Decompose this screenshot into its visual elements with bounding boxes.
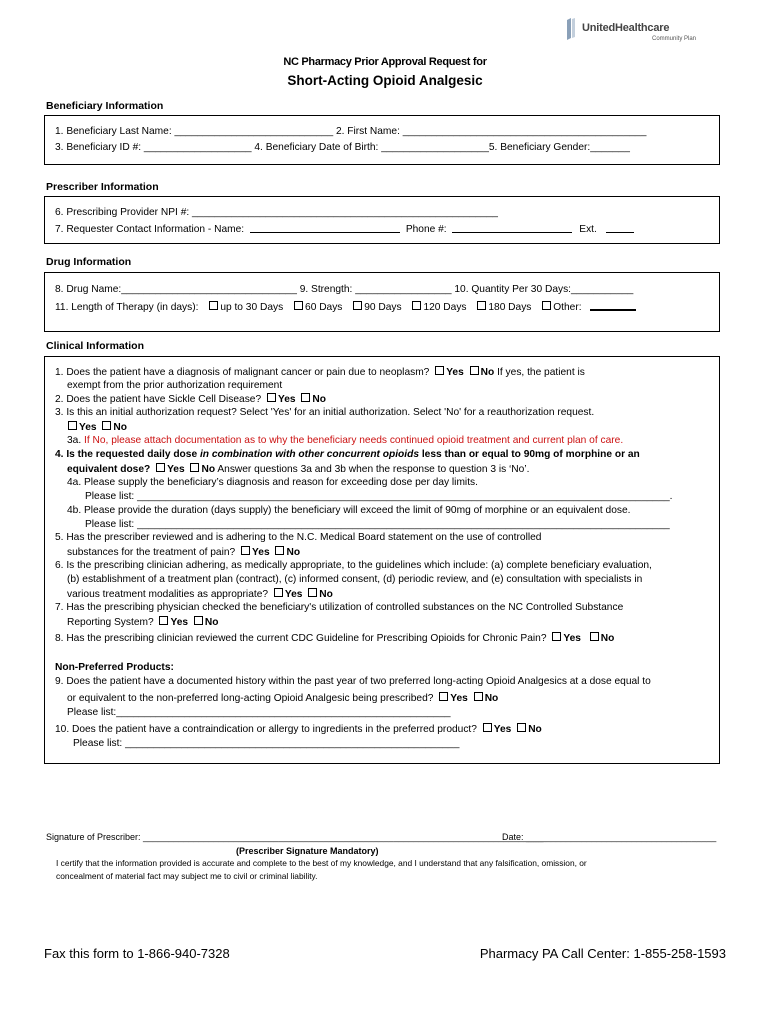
q3-yes-checkbox[interactable] [68, 421, 77, 430]
q5-cont [67, 546, 300, 558]
q9-list-field[interactable]: Please list:___________________________________________________________ [67, 707, 451, 718]
q4-no-checkbox[interactable] [190, 463, 199, 472]
q6-no-label: No [319, 589, 333, 600]
q7-no-checkbox[interactable] [194, 616, 203, 625]
question-7: 7. Has the prescribing physician checked the beneficiary's utilization of controlled substances on the NC Controlled Substance [55, 602, 624, 613]
checkbox-up-to-30[interactable] [209, 301, 218, 310]
phone-field[interactable] [452, 223, 572, 233]
option-180-days: 180 Days [488, 302, 532, 313]
q4-no-label: No [201, 464, 216, 475]
q9-no-checkbox[interactable] [474, 692, 483, 701]
q9-yes-checkbox[interactable] [439, 692, 448, 701]
q4-text-italic: in combination with other concurrent opioids [199, 449, 419, 460]
q5-no-checkbox[interactable] [275, 546, 284, 555]
q4-text-c: equivalent dose? [67, 464, 151, 475]
q7-text: Reporting System? [67, 617, 154, 628]
other-days-field[interactable] [590, 300, 636, 311]
form-title: NC Pharmacy Prior Approval Request for [283, 56, 487, 68]
q1-cont: exempt from the prior authorization requirement [67, 380, 283, 391]
pa-call-center: Pharmacy PA Call Center: 1-855-258-1593 [479, 946, 726, 961]
q6-text: various treatment modalities as appropriate? [67, 589, 269, 600]
question-6: 6. Is the prescribing clinician adhering, as medically appropriate, to the guidelines which include: (a) complete beneficiary evaluation, [55, 560, 652, 571]
logo-brand: UnitedHealthcare [582, 22, 670, 34]
q9-yes-label: Yes [450, 693, 468, 704]
q1-no-label: No [480, 367, 495, 378]
question-4a: 4a. Please supply the beneficiary’s diagnosis and reason for exceeding dose per day limits. [67, 477, 478, 488]
q2-no-checkbox[interactable] [301, 393, 310, 402]
requester-name-label: 7. Requester Contact Information - Name: [55, 224, 245, 235]
option-other: Other: [553, 302, 582, 313]
beneficiary-box [44, 115, 720, 165]
q4-cont [67, 463, 529, 475]
phone-label: Phone #: [405, 224, 447, 235]
q8-yes-checkbox[interactable] [552, 632, 561, 641]
question-10 [55, 723, 542, 735]
q10-yes-label: Yes [493, 724, 512, 735]
q2-yes-label: Yes [277, 394, 296, 405]
q4-text-a: 4. Is the requested daily dose [55, 449, 198, 460]
ext-field[interactable] [606, 223, 634, 233]
q1-no-checkbox[interactable] [470, 366, 479, 375]
prescriber-box [44, 196, 720, 244]
q3-options [65, 421, 127, 433]
signature-field[interactable]: Signature of Prescriber: ________________________________________________________________________________ [46, 832, 544, 842]
question-4b: 4b. Please provide the duration (days supply) the beneficiary will exceed the limit of 90mg of morphine or an equivalent dose. [67, 505, 631, 516]
q3-yes-label: Yes [79, 422, 97, 433]
unitedhealthcare-logo [566, 18, 696, 46]
q3a-label: 3a. [67, 435, 82, 446]
q4-yes-checkbox[interactable] [156, 463, 165, 472]
q7-yes-label: Yes [170, 617, 189, 628]
q6-cont-2 [67, 588, 333, 600]
q7-yes-checkbox[interactable] [159, 616, 168, 625]
signature-mandatory-note: (Prescriber Signature Mandatory) [236, 846, 379, 856]
q10-yes-checkbox[interactable] [483, 723, 492, 732]
q2-text: 2. Does the patient have Sickle Cell Disease? [55, 394, 262, 405]
question-9: 9. Does the patient have a documented history within the past year of two preferred long-acting Opioid Analgesics at a dose equal to [55, 676, 651, 687]
date-field[interactable]: Date: ______________________________________ [502, 832, 717, 842]
npi-field[interactable]: 6. Prescribing Provider NPI #: ______________________________________________________ [55, 207, 498, 218]
drug-box [44, 272, 720, 332]
q3-no-label: No [113, 422, 128, 433]
q10-no-checkbox[interactable] [517, 723, 526, 732]
q10-list-field[interactable]: Please list: ___________________________________________________________ [73, 738, 460, 749]
q7-cont [67, 616, 219, 628]
beneficiary-heading: Beneficiary Information [46, 100, 164, 112]
logo-subtitle: Community Plan [651, 36, 696, 42]
q6-cont-1: (b) establishment of a treatment plan (contract), (c) informed consent, (d) periodic review, and (e) consultation with specialists in [67, 574, 643, 585]
q9-no-label: No [484, 693, 499, 704]
requester-name-field[interactable] [250, 223, 400, 233]
certification-line-1: I certify that the information provided is accurate and complete to the best of my knowledge, and I understand that any falsification, omission, or [56, 858, 587, 868]
requester-contact-row [55, 223, 634, 235]
option-120-days: 120 Days [423, 302, 467, 313]
option-60-days: 60 Days [305, 302, 343, 313]
checkbox-other[interactable] [542, 301, 551, 310]
drug-heading: Drug Information [46, 256, 132, 268]
ext-label: Ext. [579, 224, 597, 235]
question-2 [55, 393, 326, 405]
q1-text: 1. Does the patient have a diagnosis of malignant cancer or pain due to neoplasm? [55, 367, 430, 378]
beneficiary-line-2[interactable]: 3. Beneficiary ID #: ___________________ 4. Beneficiary Date of Birth: ___________________5. Beneficiary Gender:_______ [55, 142, 630, 153]
length-of-therapy-label: 11. Length of Therapy (in days): [55, 302, 199, 313]
checkbox-120-days[interactable] [412, 301, 421, 310]
q10-no-label: No [528, 724, 542, 735]
question-8 [55, 632, 614, 644]
q4a-list-field[interactable]: Please list: ______________________________________________________________________________________________. [85, 491, 673, 502]
question-5: 5. Has the prescriber reviewed and is adhering to the N.C. Medical Board statement on the use of controlled [55, 532, 542, 543]
q3a-text: If No, please attach documentation as to why the beneficiary needs continued opioid treatment and current plan of care. [84, 435, 624, 446]
fax-number: Fax this form to 1-866-940-7328 [44, 946, 230, 961]
checkbox-60-days[interactable] [294, 301, 303, 310]
q8-no-label: No [600, 633, 615, 644]
q6-yes-checkbox[interactable] [274, 588, 283, 597]
q5-no-label: No [286, 547, 301, 558]
length-of-therapy-row [55, 300, 636, 313]
checkbox-90-days[interactable] [353, 301, 362, 310]
q4-yes-label: Yes [167, 464, 185, 475]
q4-text-b: less than or equal to 90mg of morphine or an [421, 449, 640, 460]
q4b-list-field[interactable]: Please list: ______________________________________________________________________________________________ [85, 519, 670, 530]
certification-line-2: concealment of material fact may subject me to civil or criminal liability. [56, 871, 318, 881]
question-1 [55, 366, 585, 378]
q2-yes-checkbox[interactable] [267, 393, 276, 402]
q1-note: If yes, the patient is [497, 367, 585, 378]
q6-no-checkbox[interactable] [308, 588, 317, 597]
q1-yes-label: Yes [446, 367, 464, 378]
question-4 [55, 449, 640, 460]
clinical-box [44, 356, 720, 764]
q5-text: substances for the treatment of pain? [67, 547, 236, 558]
q1-yes-checkbox[interactable] [435, 366, 444, 375]
question-3: 3. Is this an initial authorization request? Select 'Yes' for an initial authorization. Select 'No' for a reauthorization request. [55, 407, 595, 418]
q8-text: 8. Has the prescribing clinician reviewed the current CDC Guideline for Prescribing Opioids for Chronic Pain? [55, 633, 547, 644]
q9-text: or equivalent to the non-preferred long-acting Opioid Analgesic being prescribed? [67, 693, 434, 704]
logo-mark-icon [566, 18, 576, 40]
option-90-days: 90 Days [364, 302, 402, 313]
option-up-to-30: up to 30 Days [220, 302, 284, 313]
q8-yes-label: Yes [563, 633, 581, 644]
q5-yes-checkbox[interactable] [241, 546, 250, 555]
form-subtitle: Short-Acting Opioid Analgesic [287, 73, 483, 88]
question-3a [67, 435, 623, 446]
non-preferred-heading: Non-Preferred Products: [55, 662, 174, 673]
clinical-heading: Clinical Information [46, 340, 145, 352]
q3-no-checkbox[interactable] [102, 421, 111, 430]
checkbox-180-days[interactable] [477, 301, 486, 310]
q9-cont [67, 692, 498, 704]
q4-note: Answer questions 3a and 3b when the response to question 3 is ‘No’. [217, 464, 530, 475]
q10-text: 10. Does the patient have a contraindication or allergy to ingredients in the preferred product? [55, 724, 477, 735]
prescriber-heading: Prescriber Information [46, 181, 159, 193]
q7-no-label: No [204, 617, 219, 628]
drug-line-8[interactable]: 8. Drug Name:_______________________________ 9. Strength: _________________ 10. Quantity Per 30 Days:___________ [55, 284, 634, 295]
q5-yes-label: Yes [252, 547, 270, 558]
q2-no-label: No [312, 394, 326, 405]
q6-yes-label: Yes [284, 589, 303, 600]
q8-no-checkbox[interactable] [590, 632, 599, 641]
beneficiary-line-1[interactable]: 1. Beneficiary Last Name: ____________________________ 2. First Name: ___________________________________________ [55, 126, 647, 137]
